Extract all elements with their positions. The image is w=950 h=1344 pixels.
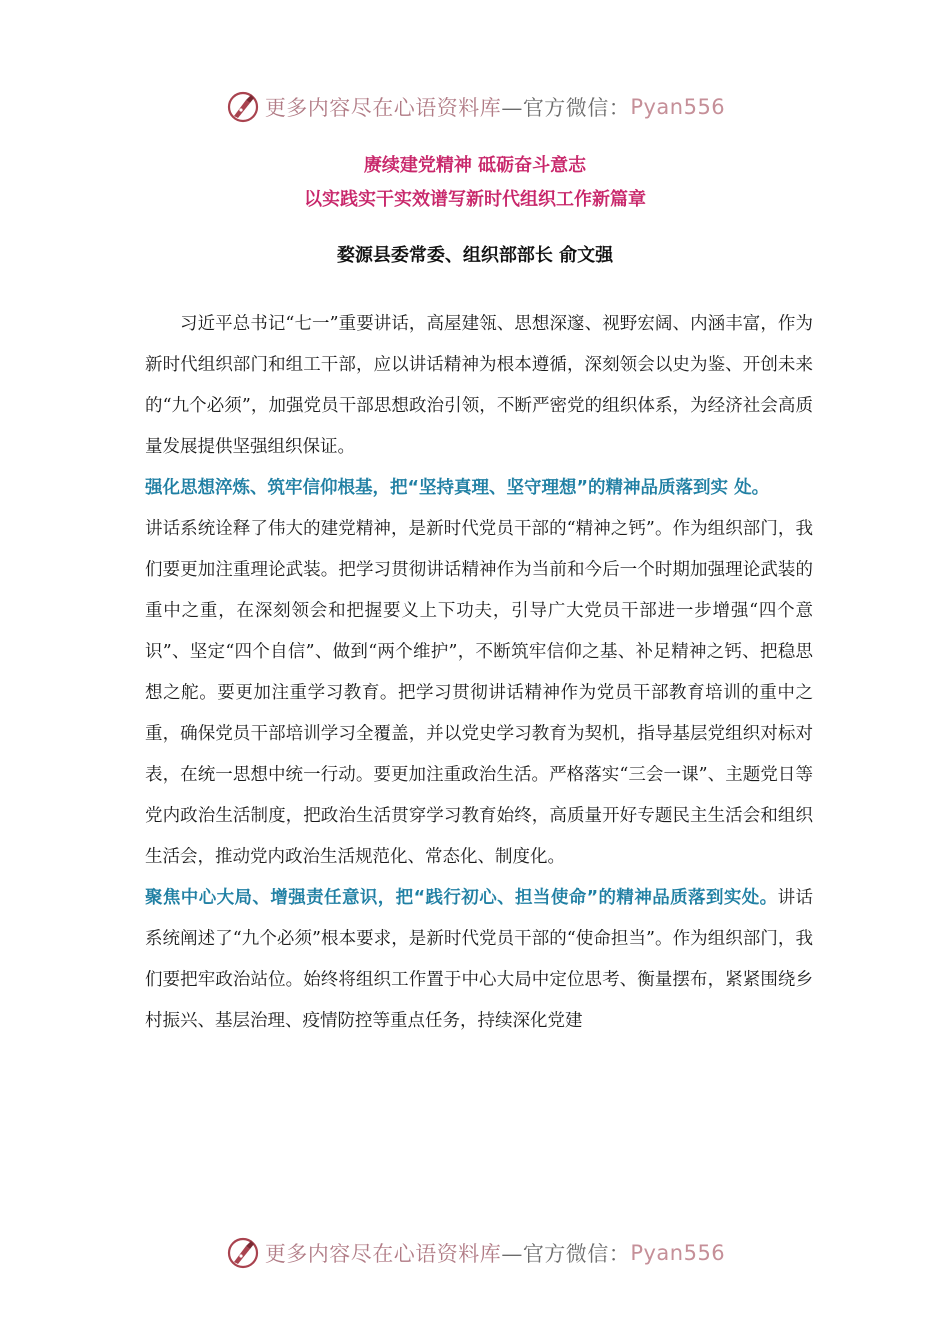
section-heading-2: 聚焦中心大局、增强责任意识，把“践行初心、担当使命”的精神品质落到实处。 (145, 888, 778, 908)
section-heading-1: 强化思想淬炼、筑牢信仰根基，把“坚持真理、坚守理想”的精神品质落到实 处。 (145, 478, 770, 498)
paragraph-section-1: 讲话系统诠释了伟大的建党精神，是新时代党员干部的“精神之钙”。作为组织部门，我们要更加注重理论武装。把学习贯彻讲话精神作为当前和今后一个时期加强理论武装的重中之重，在深刻领会和把握要义上下功夫，引导广大党员干部进一步增强“四个意识”、坚定“四个自信”、做到“两个维护”，不断筑牢信仰之基、补足精神之钙、把稳思想之舵。要更加注重学习教育。把学习贯彻讲话精神作为党员干部教育培训的重中之重，确保党员干部培训学习全覆盖，并以党史学习教育为契机，指导基层党组织对标对表，在统一思想中统一行动。要更加注重政治生活。严格落实“三会一课”、主题党日等党内政治生活制度，把政治生活贯穿学习教育始终，高质量开好专题民主生活会和组织生活会，推动党内政治生活规范化、常态化、制度化。 (145, 519, 813, 867)
document-body (145, 304, 813, 1042)
pen-nib-logo-icon (225, 1235, 261, 1271)
banner-text-wechat: —官方微信： (501, 96, 631, 120)
banner-text-main: 更多内容尽在心语资料库 (264, 96, 502, 120)
banner-text-wechat: —官方微信： (501, 1242, 631, 1266)
pen-nib-logo-icon (225, 89, 261, 125)
document-author: 婺源县委常委、组织部部长 俞文强 (336, 245, 614, 266)
banner-text-main: 更多内容尽在心语资料库 (264, 1242, 502, 1266)
document-title-line1: 赓续建党精神 砥砺奋斗意志 (363, 155, 587, 176)
footer-banner (0, 1228, 950, 1278)
banner-text-id: Pyan556 (630, 95, 726, 119)
document-title-line2: 以实践实干实效谱写新时代组织工作新篇章 (304, 189, 646, 210)
header-banner (0, 82, 950, 132)
paragraph-section-2-text: 讲话系统阐述了“九个必须”根本要求，是新时代党员干部的“使命担当”。作为组织部门，我们要把牢政治站位。始终将组织工作置于中心大局中定位思考、衡量摆布，紧紧围绕乡村振兴、基层治理、疫情防控等重点任务，持续深化党建 (145, 888, 813, 1031)
paragraph-intro: 习近平总书记“七一”重要讲话，高屋建瓴、思想深邃、视野宏阔、内涵丰富，作为新时代组织部门和组工干部，应以讲话精神为根本遵循，深刻领会以史为鉴、开创未来的“九个必须”，加强党员干部思想政治引领，不断严密党的组织体系，为经济社会高质量发展提供坚强组织保证。 (145, 314, 813, 457)
banner-text-id: Pyan556 (630, 1241, 726, 1265)
paragraph-section-2 (145, 878, 813, 1042)
